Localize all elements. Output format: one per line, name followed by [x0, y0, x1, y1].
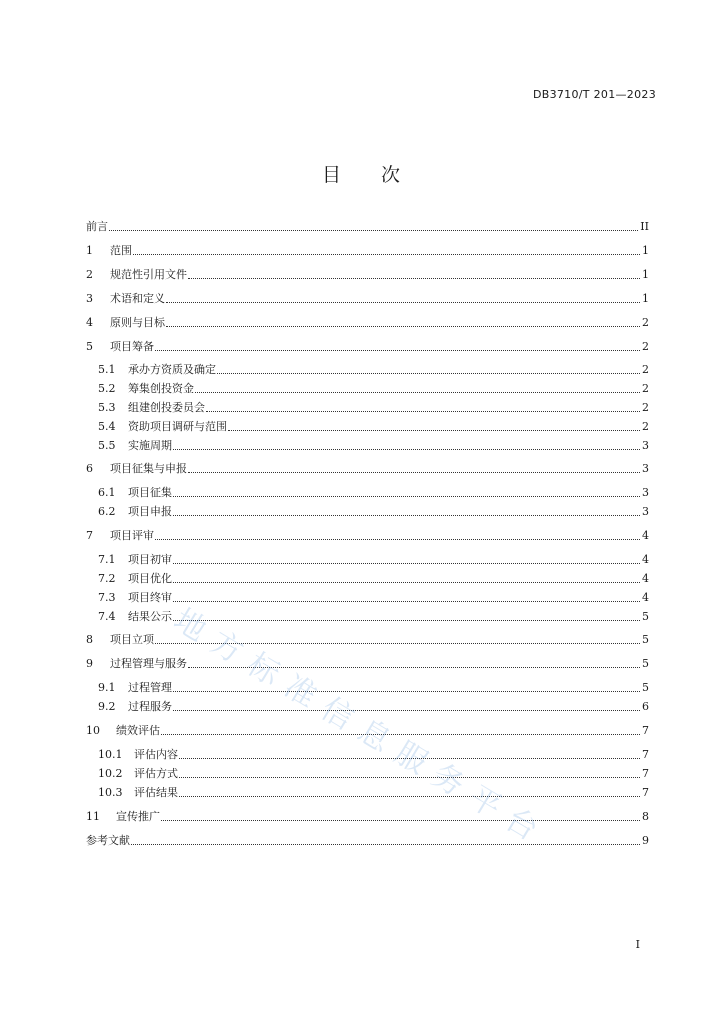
toc-entry-label: 原则与目标 [110, 316, 165, 329]
toc-entry-number: 7.1 [98, 553, 116, 566]
toc-entry-page: 4 [642, 529, 649, 542]
toc-entry-number: 2 [86, 268, 93, 281]
toc-entry[interactable] [98, 765, 649, 781]
dot-leader [155, 350, 640, 351]
toc-entry-label: 评估结果 [134, 786, 178, 799]
toc-entry-page: 1 [642, 292, 649, 305]
toc-entry[interactable] [98, 484, 649, 500]
toc-entry[interactable] [98, 679, 649, 695]
dot-leader [188, 278, 640, 279]
toc-entry-number: 1 [86, 244, 93, 257]
toc-entry[interactable] [98, 418, 649, 434]
toc-entry-label: 项目申报 [128, 505, 172, 518]
toc-entry[interactable] [86, 655, 649, 671]
page-number: I [635, 938, 640, 951]
toc-entry[interactable] [98, 399, 649, 415]
toc-entry-number: 6 [86, 462, 93, 475]
toc-entry-label: 宣传推广 [116, 810, 160, 823]
toc-entry-number: 5.4 [98, 420, 116, 433]
toc-entry-number: 10.2 [98, 767, 123, 780]
toc-entry-number: 10 [86, 724, 100, 737]
watermark: 地方标准信息服务平台 [167, 601, 555, 855]
document-code: DB3710/T 201—2023 [532, 88, 656, 101]
toc-entry-page: 9 [642, 834, 649, 847]
dot-leader [155, 539, 640, 540]
dot-leader [109, 230, 638, 231]
dot-leader [173, 582, 640, 583]
toc-entry-label: 评估内容 [134, 748, 178, 761]
toc-entry[interactable] [86, 290, 649, 306]
toc-entry-number: 3 [86, 292, 93, 305]
toc-entry-label: 项目评审 [110, 529, 154, 542]
toc-entry-number: 5.2 [98, 382, 116, 395]
toc-entry-number: 5 [86, 340, 93, 353]
toc-entry-label: 过程管理 [128, 681, 172, 694]
toc-entry-number: 5.1 [98, 363, 116, 376]
toc-entry-page: 7 [642, 767, 649, 780]
toc-entry-label: 项目优化 [128, 572, 172, 585]
toc-entry-label: 规范性引用文件 [110, 268, 187, 281]
toc-entry-label: 项目终审 [128, 591, 172, 604]
toc-entry-page: 2 [642, 363, 649, 376]
toc-entry-page: 1 [642, 268, 649, 281]
dot-leader [133, 254, 640, 255]
toc-entry-label: 过程管理与服务 [110, 657, 187, 670]
dot-leader [173, 710, 640, 711]
toc-entry-page: 8 [642, 810, 649, 823]
toc-entry[interactable] [86, 460, 649, 476]
toc-entry-page: 6 [642, 700, 649, 713]
toc-entry[interactable] [86, 832, 649, 848]
dot-leader [173, 515, 640, 516]
toc-entry-label: 过程服务 [128, 700, 172, 713]
toc-entry-label: 结果公示 [128, 610, 172, 623]
dot-leader [188, 472, 640, 473]
toc-entry-number: 9.1 [98, 681, 116, 694]
toc-entry[interactable] [98, 361, 649, 377]
toc-entry-number: 6.2 [98, 505, 116, 518]
toc-entry-page: 5 [642, 657, 649, 670]
toc-entry-number: 5.3 [98, 401, 116, 414]
dot-leader [166, 302, 640, 303]
toc-entry-page: 7 [642, 786, 649, 799]
title-char-2: 次 [381, 164, 403, 186]
toc-entry-page: 2 [642, 420, 649, 433]
toc-entry-page: 3 [642, 439, 649, 452]
dot-leader [173, 620, 640, 621]
toc-entry-label: 项目征集 [128, 486, 172, 499]
toc-entry-label: 术语和定义 [110, 292, 165, 305]
toc-entry-page: 5 [642, 633, 649, 646]
dot-leader [217, 373, 640, 374]
toc-entry-page: 3 [642, 486, 649, 499]
dot-leader [179, 796, 640, 797]
toc-entry[interactable] [98, 380, 649, 396]
toc-entry[interactable] [86, 314, 649, 330]
toc-entry-number: 10.1 [98, 748, 123, 761]
dot-leader [166, 326, 640, 327]
toc-entry-page: 7 [642, 748, 649, 761]
toc-entry-label: 绩效评估 [116, 724, 160, 737]
toc-entry-label: 项目征集与申报 [110, 462, 187, 475]
dot-leader [206, 411, 640, 412]
toc-entry-number: 9 [86, 657, 93, 670]
toc-entry-page: 2 [642, 401, 649, 414]
dot-leader [131, 844, 640, 845]
toc-entry-label: 承办方资质及确定 [128, 363, 216, 376]
dot-leader [173, 449, 640, 450]
toc-entry-label: 前言 [86, 220, 108, 233]
dot-leader [228, 430, 640, 431]
toc-entry-page: 1 [642, 244, 649, 257]
toc-entry-page: 4 [642, 572, 649, 585]
toc-entry-label: 实施周期 [128, 439, 172, 452]
toc-entry-label: 资助项目调研与范围 [128, 420, 227, 433]
toc-entry[interactable] [86, 338, 649, 354]
toc-entry-page: 3 [642, 505, 649, 518]
toc-entry-page: 2 [642, 340, 649, 353]
toc-entry-label: 项目立项 [110, 633, 154, 646]
toc-entry-page: 2 [642, 316, 649, 329]
dot-leader [173, 691, 640, 692]
toc-entry[interactable] [86, 242, 649, 258]
toc-entry-label: 项目初审 [128, 553, 172, 566]
toc-entry-number: 7.2 [98, 572, 116, 585]
toc-entry-number: 5.5 [98, 439, 116, 452]
toc-entry[interactable] [86, 527, 649, 543]
toc-entry-page: II [640, 220, 649, 233]
dot-leader [195, 392, 640, 393]
toc-entry-page: 4 [642, 553, 649, 566]
toc-entry[interactable] [98, 570, 649, 586]
toc-entry-number: 7.4 [98, 610, 116, 623]
toc-entry[interactable] [98, 784, 649, 800]
dot-leader [173, 601, 640, 602]
toc-entry[interactable] [98, 503, 649, 519]
toc-entry-page: 5 [642, 610, 649, 623]
toc-entry-number: 8 [86, 633, 93, 646]
toc-entry-number: 7.3 [98, 591, 116, 604]
toc-entry-label: 参考文献 [86, 834, 130, 847]
toc-entry-label: 组建创投委员会 [128, 401, 205, 414]
toc-entry[interactable] [86, 808, 649, 824]
toc-entry[interactable] [98, 551, 649, 567]
toc-entry-number: 10.3 [98, 786, 123, 799]
dot-leader [173, 496, 640, 497]
toc-entry-page: 4 [642, 591, 649, 604]
toc-entry-number: 6.1 [98, 486, 116, 499]
toc-entry-page: 5 [642, 681, 649, 694]
toc-entry[interactable] [98, 437, 649, 453]
toc-entry-label: 评估方式 [134, 767, 178, 780]
toc-entry-number: 4 [86, 316, 93, 329]
toc-entry-label: 范围 [110, 244, 132, 257]
title-char-1: 目 [321, 164, 343, 186]
dot-leader [161, 820, 640, 821]
toc-entry-page: 3 [642, 462, 649, 475]
toc-entry-page: 2 [642, 382, 649, 395]
toc-entry[interactable] [86, 218, 649, 234]
toc-entry-number: 11 [86, 810, 100, 823]
toc-entry-label: 项目筹备 [110, 340, 154, 353]
toc-entry-page: 7 [642, 724, 649, 737]
toc-entry-number: 7 [86, 529, 93, 542]
toc-entry[interactable] [86, 266, 649, 282]
toc-entry[interactable] [98, 589, 649, 605]
toc-entry-number: 9.2 [98, 700, 116, 713]
toc-entry-label: 筹集创投资金 [128, 382, 194, 395]
dot-leader [173, 563, 640, 564]
